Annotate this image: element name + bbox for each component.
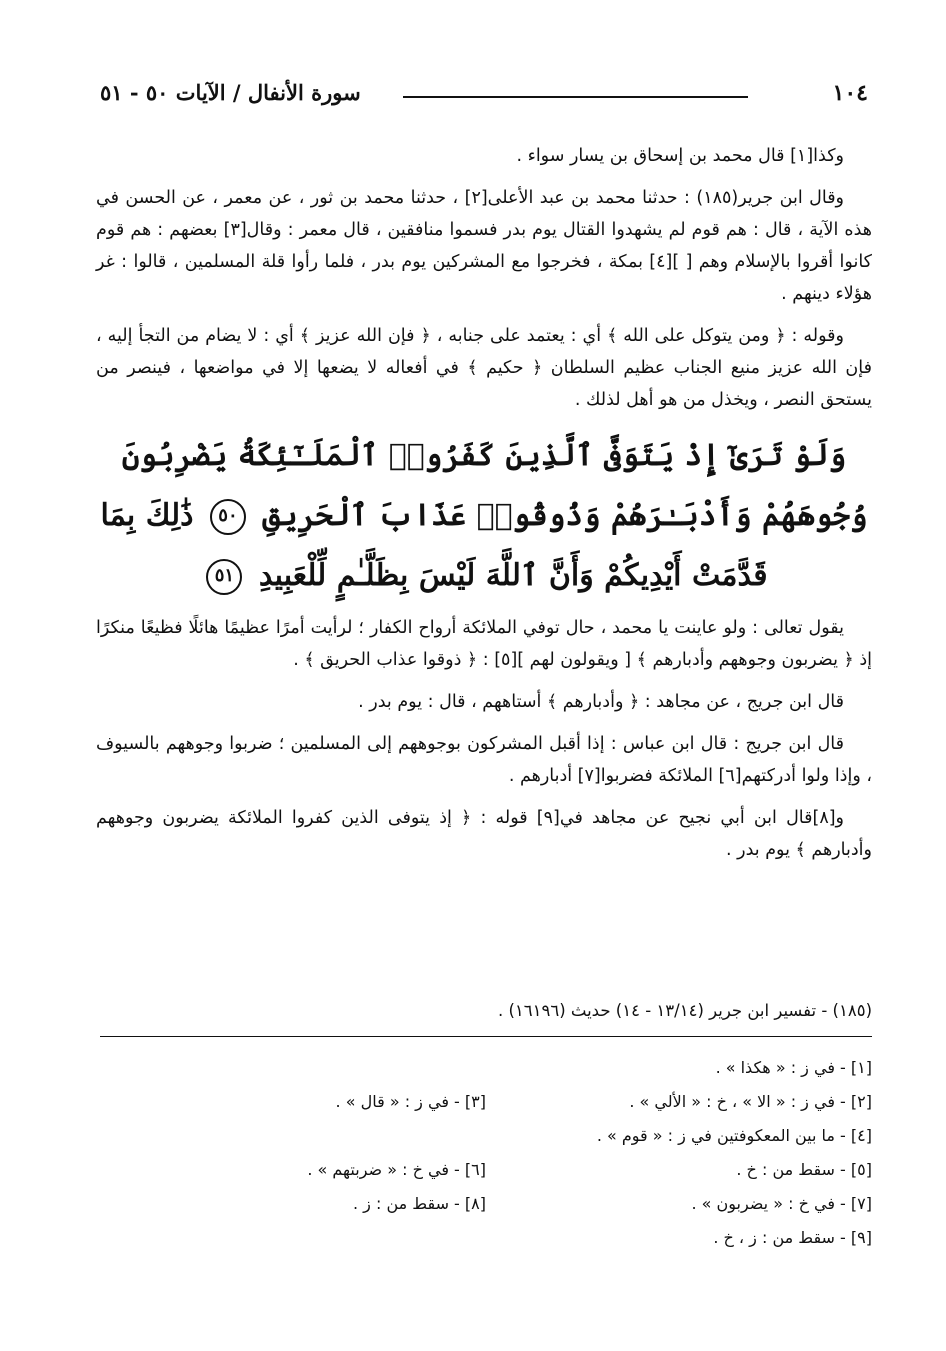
verse-50-text: وَلَوْ تَرَىٰٓ إِذْ يَتَوَفَّى ٱلَّذِينَ كَفَرُوا۟ ٱلْمَلَـٰٓئِكَةُ يَضْرِبُونَ وُجُوهَهُمْ وَأَدْبَـٰرَهُمْ وَذُوقُوا۟ عَذَابَ ٱلْحَرِيقِ [121,438,868,533]
footnote-9: [٩] - سقط من : ز ، خ . [713,1228,872,1247]
footnote-rule [100,1036,872,1037]
footnote-8: [٨] - سقط من : ز . [352,1194,486,1213]
footnote-3: [٣] - في ز : « قال » . [335,1092,486,1111]
footnote-source: (١٨٥) - تفسير ابن جرير (١٣/١٤ - ١٤) حديث (١٦١٩٦) . [497,1001,872,1020]
paragraph-1: وكذا[١] قال محمد بن إسحاق بن يسار سواء . [516,146,844,166]
running-head: سورة الأنفال / الآيات ٥٠ - ٥١ [100,80,361,105]
footnote-5: [٥] - سقط من : خ . [736,1160,872,1179]
quran-verse-block [96,426,872,606]
paragraph-6: قال ابن جريج : قال ابن عباس : إذا أقبل المشركون بوجوههم إلى المسلمين ؛ ضربوا وجوههم بالسيوف ، وإذا ولوا أدركتهم[٦] الملائكة فضربوا[٧] أدبارهم . [96,734,872,786]
footnote-list [100,1051,872,1255]
page-number: ١٠٤ [832,80,868,106]
footnote-4: [٤] - ما بين المعكوفتين في ز : « قوم » . [596,1126,872,1145]
footnotes [100,996,872,1255]
paragraph-3: وقوله : ﴿ ومن يتوكل على الله ﴾ أي : يعتمد على جنابه ، ﴿ فإن الله عزيز ﴾ أي : لا يضام من التجأ إليه ، فإن الله عزيز منيع الجناب عظيم السلطان ﴿ حكيم ﴾ في أفعاله لا يضعها إلا في مواضعها ، فينصر من يستحق النصر ، ويخذل من هو أهل لذلك . [96,326,872,410]
page-header [100,80,868,114]
paragraph-7: و[٨]قال ابن أبي نجيح عن مجاهد في[٩] قوله : ﴿ إذ يتوفى الذين كفروا الملائكة يضربون وجوههم وأدبارهم ﴾ يوم بدر . [96,808,872,860]
header-rule [403,96,748,98]
verse-51-marker: ٥١ [206,559,242,595]
footnote-6: [٦] - في خ : « ضربتهم » . [307,1160,486,1179]
verse-50-marker: ٥٠ [210,499,246,535]
footnote-1: [١] - في ز : « هكذا » . [715,1058,872,1077]
verse-51-text: ذَٰلِكَ بِمَا قَدَّمَتْ أَيْدِيكُمْ وَأَنَّ ٱللَّهَ لَيْسَ بِظَلَّـٰمٍ لِّلْعَبِيدِ [100,498,768,593]
footnote-2: [٢] - في ز : « الا » ، خ : « الألي » . [629,1092,872,1111]
paragraph-2: وقال ابن جرير(١٨٥) : حدثنا محمد بن عبد الأعلى[٢] ، حدثنا محمد بن ثور ، عن معمر ، عن الحسن في هذه الآية ، قال : هم قوم لم يشهدوا القتال يوم بدر فسموا منافقين ، قال معمر : وقال[٣] بعضهم : هم قوم كانوا أقروا بالإسلام وهم [ ][٤] بمكة ، فخرجوا مع المشركين يوم بدر ، فلما رأوا قلة المسلمين ، قالوا : غر هؤلاء دينهم . [96,188,873,304]
paragraph-4: يقول تعالى : ولو عاينت يا محمد ، حال توفي الملائكة أرواح الكفار ؛ لرأيت أمرًا عظيمًا هائلًا فظيعًا منكرًا إذ ﴿ يضربون وجوههم وأدبارهم ﴾ [ ويقولون لهم ][٥] : ﴿ ذوقوا عذاب الحريق ﴾ . [96,618,872,670]
footnote-7: [٧] - في خ : « يضربون » . [691,1194,872,1213]
main-text [96,140,872,876]
paragraph-5: قال ابن جريج ، عن مجاهد : ﴿ وأدبارهم ﴾ أستاههم ، قال : يوم بدر . [358,692,844,712]
